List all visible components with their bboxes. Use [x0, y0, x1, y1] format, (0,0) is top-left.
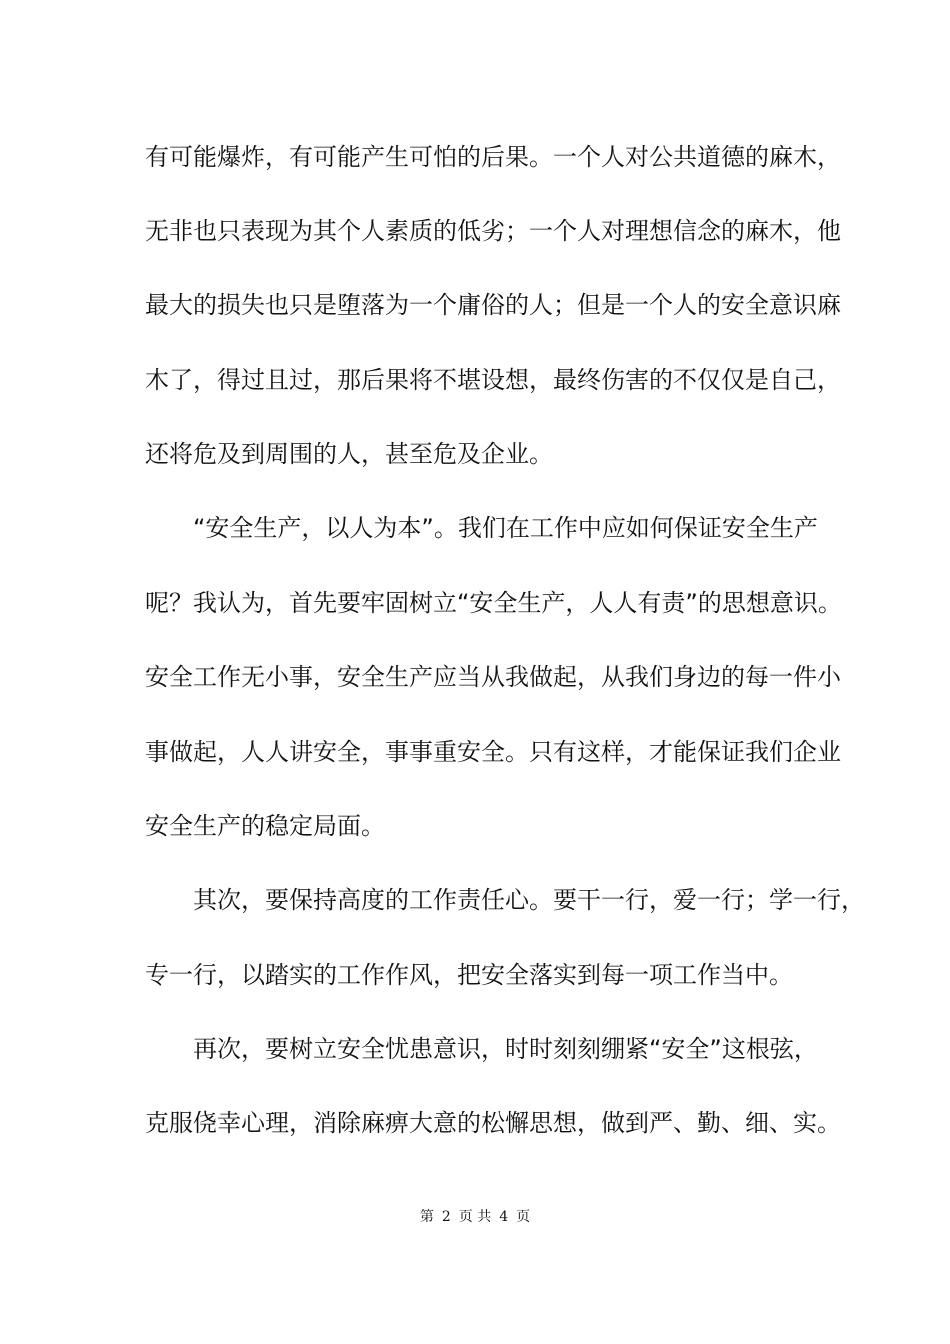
text-line: 木了，得过且过，那后果将不堪设想，最终伤害的不仅仅是自己， [145, 366, 841, 394]
text-line: 事做起，人人讲安全，事事重安全。只有这样，才能保证我们企业 [145, 738, 841, 766]
text-line: 安全生产的稳定局面。 [145, 812, 385, 840]
paragraph-first-line: 其次，要保持高度的工作责任心。要干一行，爱一行；学一行， [193, 886, 865, 914]
text-line: 无非也只表现为其个人素质的低劣；一个人对理想信念的麻木，他 [145, 217, 841, 245]
total-pages-number: 4 [499, 1209, 509, 1225]
paragraph-first-line: 再次，要树立安全忧患意识，时时刻刻绷紧“安全”这根弦， [193, 1035, 818, 1063]
page-label-suffix: 页 [516, 1209, 531, 1225]
text-line: 最大的损失也只是堕落为一个庸俗的人；但是一个人的安全意识麻 [145, 291, 841, 319]
paragraph-first-line: “安全生产，以人为本”。我们在工作中应如何保证安全生产 [193, 514, 818, 542]
text-line: 有可能爆炸，有可能产生可怕的后果。一个人对公共道德的麻木， [145, 143, 841, 171]
text-line: 克服侥幸心理，消除麻痹大意的松懈思想，做到严、勤、细、实。 [145, 1109, 841, 1137]
current-page-number: 2 [441, 1209, 451, 1225]
text-line: 呢？我认为，首先要牢固树立“安全生产，人人有责”的思想意识。 [145, 589, 842, 617]
page-label-prefix: 第 [419, 1209, 434, 1225]
text-line: 还将危及到周围的人，甚至危及企业。 [145, 440, 553, 468]
text-line: 安全工作无小事，安全生产应当从我做起，从我们身边的每一件小 [145, 663, 841, 691]
text-line: 专一行，以踏实的工作作风，把安全落实到每一项工作当中。 [145, 961, 793, 989]
page-label-mid: 页 共 [458, 1209, 492, 1225]
page-footer [0, 1208, 950, 1226]
